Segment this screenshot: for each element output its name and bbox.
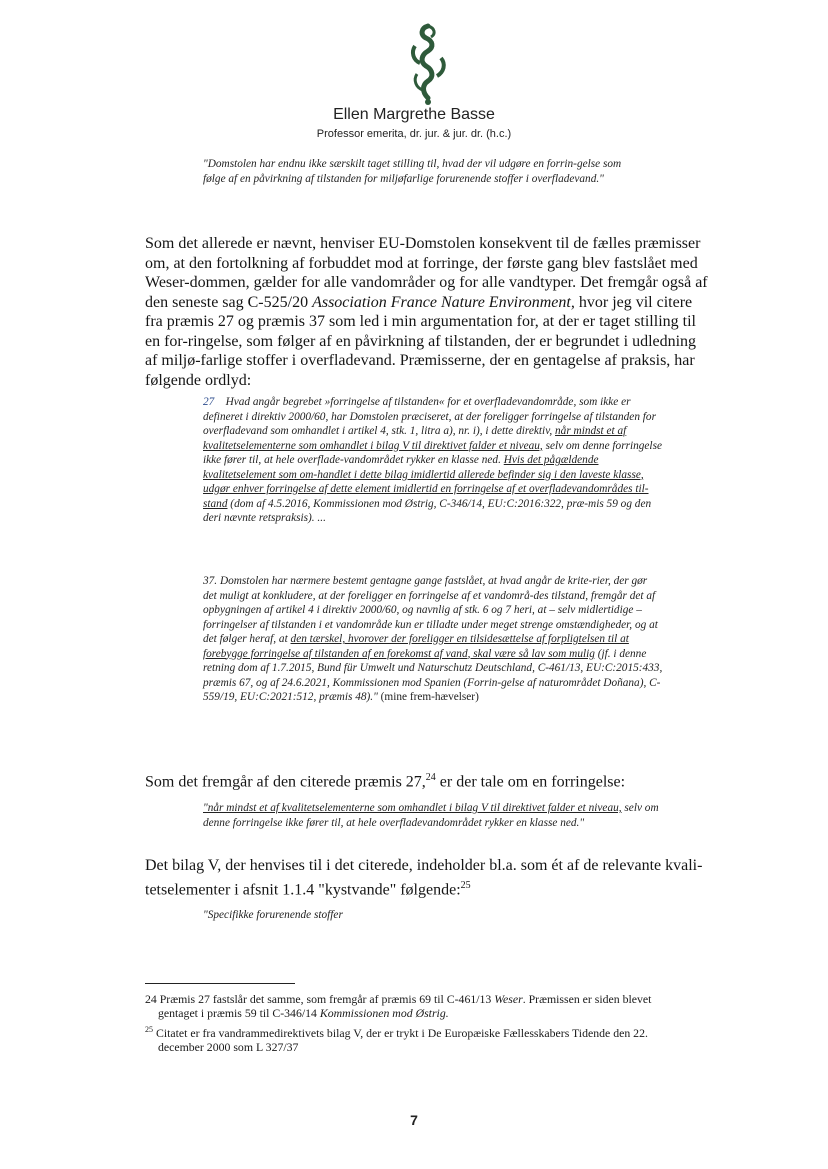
premise-27-number: 27 [203,396,215,408]
premise-37-emphasis-note: (mine frem-hævelser) [377,691,479,703]
case-name-afne: Association France Nature Environment, [312,293,575,311]
premise-37-text-2: (jf. i denne retning dom af 1.7.2015, Bund für Umwelt und Naturschutz Deutschland, C-461/13, EU:C:2015:433, præmis 67, og af 24.6.2021, Kommissionen mod Spanien (Forrin-gelse af naturområdet Doñana), C-559/19, EU:C:2021:512, præmis 48)." [203,647,663,703]
premise-27-text-3: (dom af 4.5.2016, Kommissionen mod Østrig, C-346/14, EU:C:2016:322, præ-mis 59 og den deri nævnte retspraksis). ... [203,497,652,524]
premise-27-underline-1: når mindst et af kvalitetselementerne som omhandlet i bilag V til direktivet falder et niveau, [203,425,627,452]
footnote-divider [145,983,295,984]
quote2-text: selv om denne forringelse ikke fører til, at hele overfladevandområdet rykker en klasse ned." [203,802,659,829]
para2-text-after: er der tale om en forringelse: [435,773,626,791]
body-paragraph-3 [145,856,710,899]
footnote-24 [145,992,765,1020]
quote-court-no-ruling: "Domstolen har endnu ikke særskilt taget stilling til, hvad der vil udgøre en forrin-gelse som følge af en påvirkning af tilstanden for miljøfarlige forurenende stoffer i overfladevand." [203,158,622,185]
premise-27-text-2: selv om denne forringelse ikke fører til, at hele overflade-vandområdet rykker en klasse ned. [203,439,662,466]
quote-premise-27-excerpt [203,801,663,830]
footnote-25 [145,1023,765,1054]
premise-37-quote [203,574,663,705]
para3-text: Det bilag V, der henvises til i det citerede, indeholder bl.a. som ét af de relevante kvali-tetselementer i afsnit 1.1.4 "kystvande" følgende: [145,857,703,898]
footnote-ref-24[interactable]: 24 [425,772,436,783]
fn25-text-b: december 2000 som L 327/37 [158,1039,299,1054]
premise-27-quote [203,395,663,526]
fn24-text-b: . Præmissen er siden blevet [522,992,652,1006]
page-number: 7 [410,1112,418,1128]
fn25-text-a: Citatet er fra vandrammedirektivets bilag V, der er trykt i De Europæiske Fællesskabers Tidende den 22. [153,1025,648,1040]
premise-27-underline-2: Hvis det pågældende kvalitetselement som om-handlet i dette bilag imidlertid allerede befinder sig i den laveste klasse, udgør enhver forringelse af dette element imidlertid en forringelse af et overfladevandområdes til-stand [203,454,649,510]
para1-text-before: Som det allerede er nævnt, henviser EU-Domstolen konsekvent til de fælles præmisser om, at den fortolkning af forbuddet mod at forringe, der første gang blev fastslået med Weser-dommen, gælder for alle vandområder og for alle vandtyper. Det fremgår også af den seneste sag C-525/20 [145,235,708,311]
author-title: Professor emerita, dr. jur. & jur. dr. (h.c.) [316,128,512,140]
fn25-number: 25 [145,1025,153,1034]
author-name: Ellen Margrethe Basse [333,106,495,123]
body-paragraph-1 [145,234,710,390]
body-paragraph-2 [145,768,710,792]
footnote-ref-25[interactable]: 25 [460,879,471,891]
quote-specific-pollutants: "Specifikke forurenende stoffer [203,909,343,921]
monogram-logo-icon [393,22,463,108]
fn24-text-a: 24 Præmis 27 fastslår det samme, som fremgår af præmis 69 til C-461/13 [145,992,495,1006]
premise-37-text-1: 37. Domstolen har nærmere bestemt gentagne gange fastslået, at hvad angår de krite-rier, der gør det muligt at konkludere, at der foreligger en forringelse af et vandområ-des tilstand, fremgår det af opbygningen af artikel 4 i direktiv 2000/60, og navnlig af stk. 6 og 7 heri, at – selv midlertidige – forringelser af tilstanden i et vandområde kun er tilladte under meget strenge omstændigheder, og at det følger heraf, at [203,575,658,645]
para1-text-after: hvor jeg vil citere fra præmis 27 og præmis 37 som led i min argumentation for, at der er taget stilling til en for-ringelse, som følger af en påvirkning af tilstanden, der er begrundet i udledning af miljø-farlige stoffer i overfladevand. Præmisserne, der en gentagelse af praksis, har følgende ordlyd: [145,293,697,389]
quote2-underline: "når mindst et af kvalitetselementerne som omhandlet i bilag V til direktivet falder et niveau, [203,802,622,814]
premise-27-text-1: Hvad angår begrebet »forringelse af tilstanden« for et overfladevandområde, som ikke er defineret i direktiv 2000/60, har Domstolen præciseret, at der foreligger forringelse af tilstanden for overfladevand som omhandlet i artikel 4, stk. 1, litra a), nr. i), i dette direktiv, [203,396,656,437]
fn24-case-2: Kommissionen mod Østrig. [319,1006,449,1020]
para2-text: Som det fremgår af den citerede præmis 27, [145,773,426,791]
fn24-case: Weser [494,992,523,1006]
premise-37-underline: den tærskel, hvorover der foreligger en tilsidesættelse af forpligtelsen til at forebygge forringelse af tilstanden af en forekomst af vand, skal være så lav som mulig [203,633,629,660]
fn24-text-c: gentaget i præmis 59 til C-346/14 [158,1006,320,1020]
